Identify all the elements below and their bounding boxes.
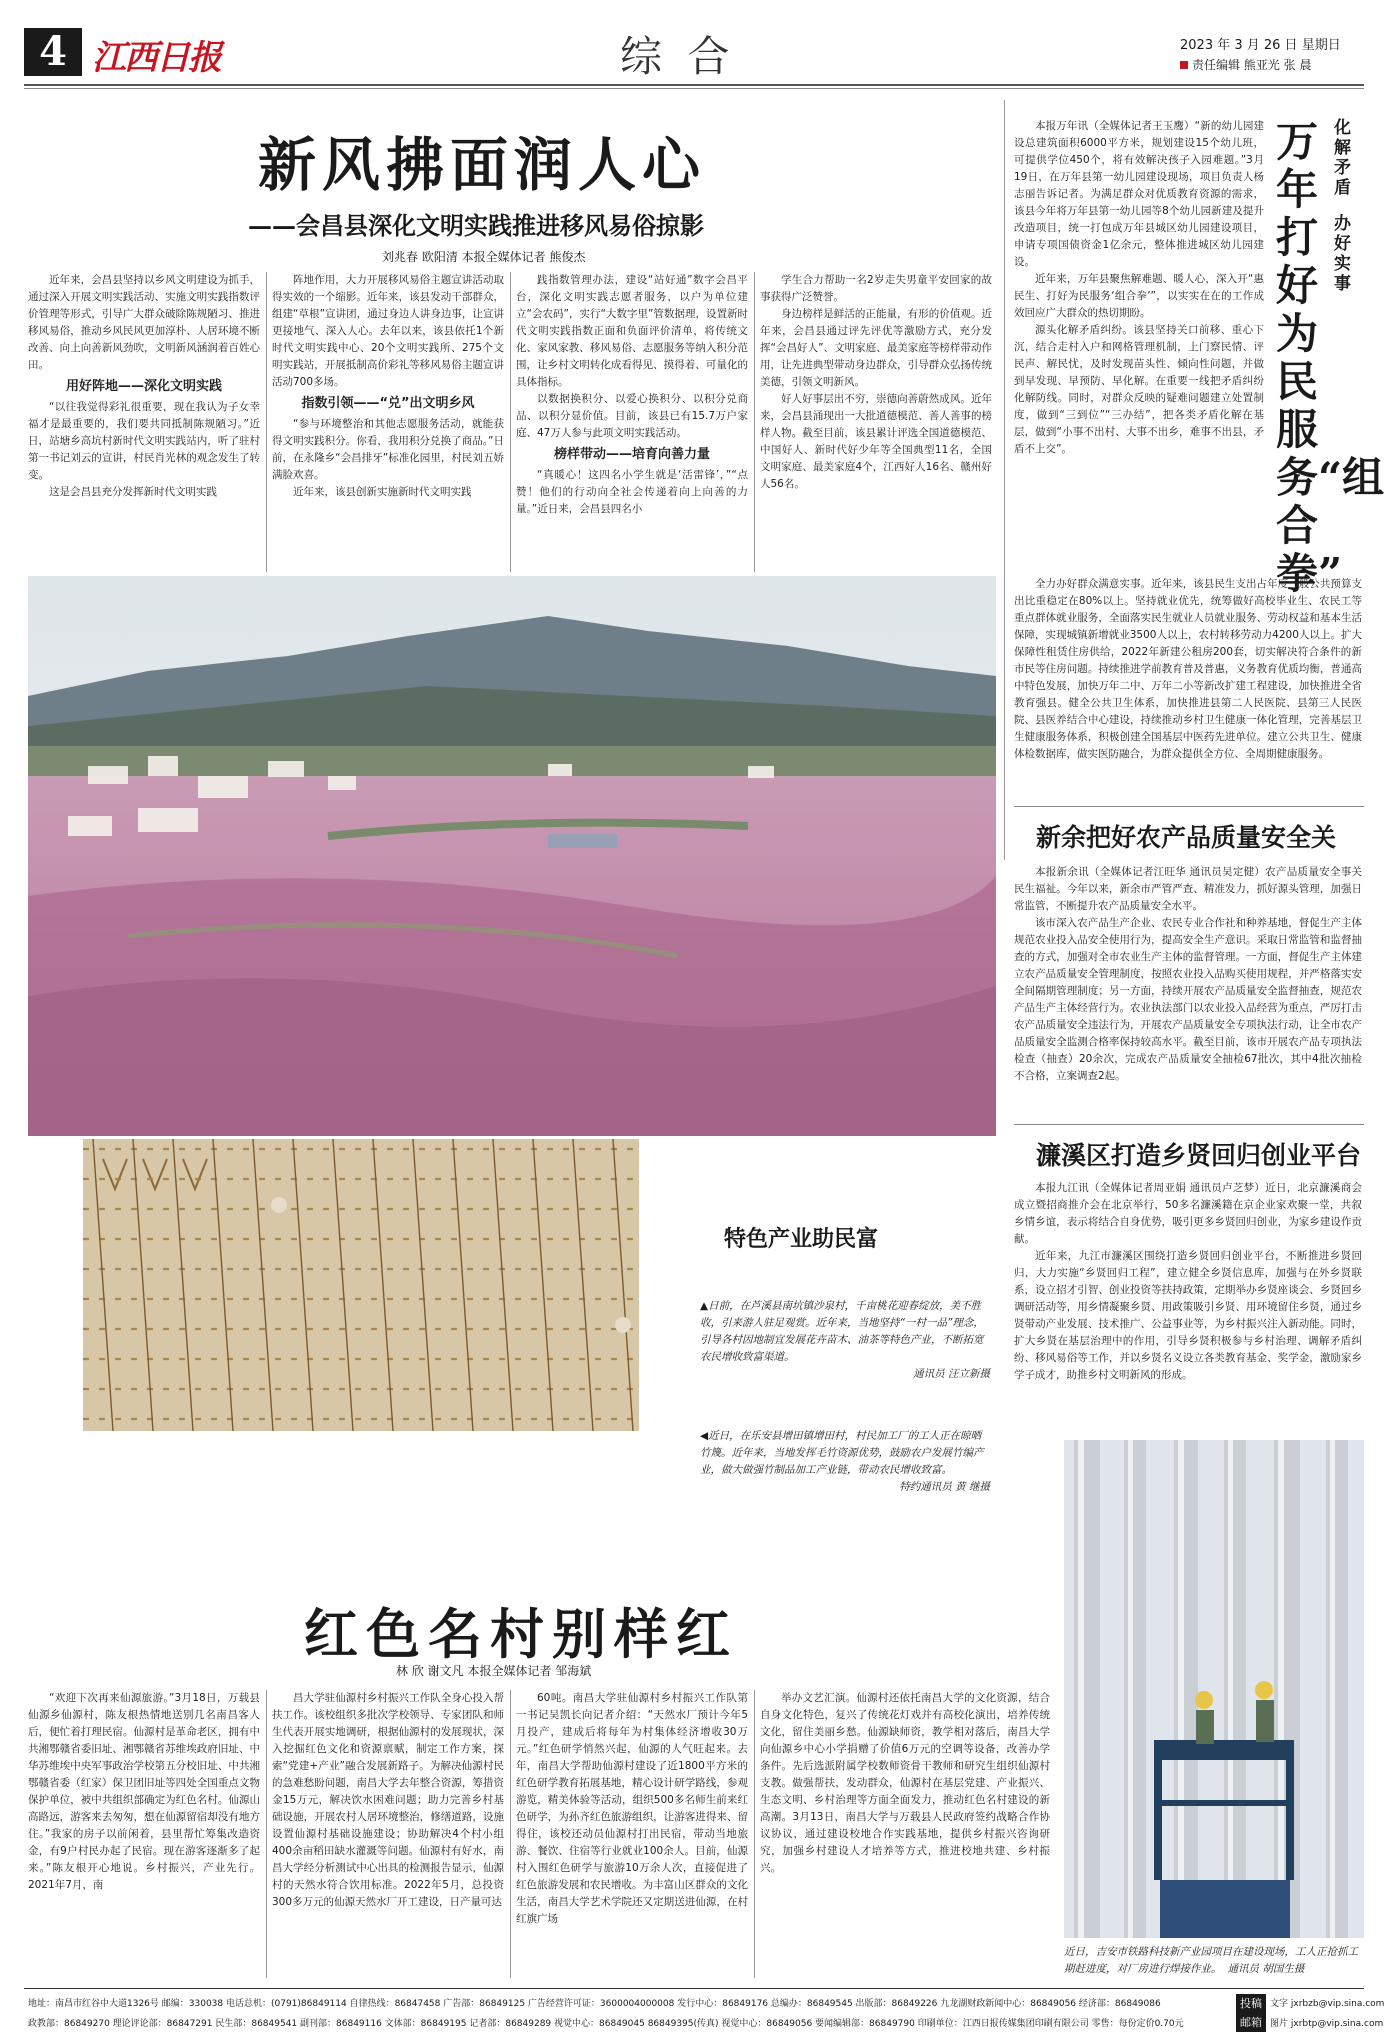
- page-number: 4: [39, 28, 67, 75]
- peach-blossom-photo: [28, 576, 996, 1136]
- article2-para: 本报万年讯（全媒体记者王玉鹰）“新的幼儿园建设总建筑面积6000平方米，规划建设15个幼儿班，可提供学位450个，将有效解决孩子入园难题。”3月19日，在万年县第一幼儿园建设现场，项目负责人杨志丽告诉记者。为满足群众对优质教育资源的需求，该县今年将万年县第一幼儿园等8个幼儿园新建及提升改造项目，统一打包成万年县城区幼儿园建设项目，申请专项国债资金1亿余元，整体推进城区幼儿园建设。: [1014, 120, 1264, 268]
- footer-contact-line-1: 地址：南昌市红谷中大道1326号 邮编：330038 电话总机：(0791)86849114 自律热线：86847458 广告部：86849125 广告经营许可证：3600004000008 发行中心：86849176 总编办：86849545 出版部：86849226 九龙湖财政新闻中心：86849056 经济部：86849086: [28, 1999, 1161, 2009]
- issue-date: 2023 年 3 月 26 日 星期日: [1180, 38, 1341, 53]
- photo-caption-2-text: ◀近日，在乐安县增田镇增田村，村民加工厂的工人正在晾晒竹篾。近年来，当地发挥毛竹资源优势，鼓励农户发展竹编产业，做大做强竹制品加工产业链，带动农民增收致富。: [700, 1430, 984, 1476]
- bamboo-illustration: [83, 1139, 639, 1431]
- article1-para: 阵地作用，大力开展移风易俗主题宣讲活动取得实效的一个缩影。近年来，该县发动干部群众，组建“草根”宣讲团，通过身边人讲身边事，让宣讲更接地气、深入人心。去年以来，该县依托1个新时代文明实践中心、20个文明实践所、275个文明实践站，开展抵制高价彩礼等移风易俗主题宣讲活动700多场。: [272, 274, 504, 388]
- photo-credit-2: 特约通讯员 黄 继摄: [899, 1481, 990, 1493]
- right-photo-credit: 通讯员 胡国生摄: [1227, 1963, 1305, 1975]
- article1-column-2: [272, 272, 504, 501]
- photo-caption-1: [700, 1298, 990, 1383]
- right-photo-caption-text: 近日，吉安市铁路科技新产业园项目在建设现场，工人正抢抓工期赶进度，对厂房进行焊接作业。: [1064, 1946, 1358, 1975]
- article5-column-2: [272, 1690, 504, 1978]
- article5-column-1: [28, 1690, 260, 1978]
- section-divider: [1004, 100, 1005, 860]
- article1-para: 这是会昌县充分发挥新时代文明实践: [49, 486, 217, 498]
- article2-kicker-b: [1334, 214, 1356, 294]
- article1-para: 近年来，该县创新实施新时代文明实践: [293, 486, 472, 498]
- section-title: 综 合: [620, 32, 736, 81]
- peach-blossom-illustration: [28, 576, 996, 1136]
- submission-email-photo-link[interactable]: 图片 jxrbtp@vip.sina.com: [1270, 2019, 1384, 2029]
- photo-feature-title: 特色产业助民富: [724, 1226, 879, 1252]
- article1-para: 好人好事层出不穷，崇德向善蔚然成风。近年来，会昌县涌现出一大批道德模范、善人善事的榜样人物。截至目前，该县累计评选全国道德模范、中国好人、新时代好少年等全国典型11名，全国文明家庭、最美家庭4个，江西好人16名、赣州好人56名。: [760, 393, 992, 490]
- right-photo-caption: [1064, 1944, 1364, 1978]
- article1-para: “参与环境整治和其他志愿服务活动，就能获得文明实践积分。你看，我用积分兑换了商品。”日前，在永隆乡“会昌排牙”标准化园里，村民刘五娇满脸欢喜。: [272, 418, 504, 481]
- column-rule: [266, 272, 267, 572]
- photo-caption-2: [700, 1428, 990, 1496]
- article3-body: [1014, 864, 1362, 1085]
- article5-para: 举办文艺汇演。仙源村还依托南昌大学的文化资源，结合自身文化特色，复兴了传统花灯戏并有高校化演出，培养传统文化，留住美丽乡愁。仙源缺师资，教学相对落后，南昌大学向仙源乡中心小学捐赠了价值6万元的空调等设备，改善办学条件。先后选派附属学校数师资骨干教师和研究生组织仙源村支教。做强帮扶，发动群众，仙源村在基层党建、产业振兴、生态文明、乡村治理等方面全面发力，推动红色名村建设的新高潮。3月13日，南昌大学与万载县人民政府签约战略合作协议协议，通过建设校地合作实践基地，提供乡村振兴咨询研究，加强乡村建设人才培养等方式，推进校地共建、乡村振兴。: [760, 1692, 1050, 1874]
- article2-para: 近年来，万年县聚焦解难题、暖人心，深入开“惠民生、打好为民服务‘组合拳’”，以实实在在的工作成效回应广大群众的热切期盼。: [1014, 273, 1264, 319]
- article1-para: 践指数管理办法，建设“站好通”数字会昌平台，深化文明实践志愿者服务，以户为单位建立“会农码”，实行“大数字里”管数据理，设置新时代文明实践指数正面和负面评价清单，将传统文化、家风家教、移风易俗、志愿服务等纳入积分范围，让乡村文明转化成看得见、摸得着、可量化的具体指标。: [516, 274, 748, 388]
- article1-column-3: [516, 272, 748, 518]
- photo-caption-1-text: ▲日前，在芦溪县南坑镇沙泉村，千亩桃花迎春绽放，美不胜收，引来游人驻足观赏。近年来，当地坚持“一村一品”理念，引导各村因地制宜发展花卉苗木、油茶等特色产业，不断拓宽农民增收致富渠道。: [700, 1300, 984, 1363]
- column-rule: [510, 272, 511, 572]
- article1-column-1: [28, 272, 260, 501]
- masthead-rule-thin: [24, 88, 1364, 89]
- article4-para: 本报九江讯（全媒体记者周亚娟 通讯员卢芝梦）近日，北京濂溪商会成立暨招商推介会在北京举行，50多名濂溪籍在京企业家欢聚一堂，共叙乡情乡谊，表示将结合自身优势，吸引更多乡贤回归创业，为家乡建设作贡献。: [1014, 1182, 1362, 1245]
- submission-email-photo[interactable]: [1270, 2016, 1384, 2029]
- page-number-box: [24, 28, 82, 76]
- submission-email-text[interactable]: [1270, 1996, 1384, 2009]
- article1-para: “真暖心！这四名小学生就是‘活雷锋’，”“点赞！他们的行动向全社会传递着向上向善的力量。”近日来，会昌县四名小: [516, 469, 748, 515]
- welding-illustration: [1064, 1440, 1364, 1938]
- submission-label-2: 邮箱: [1240, 2016, 1262, 2029]
- article5-para: 昌大学驻仙源村乡村振兴工作队全身心投入帮扶工作。该校组织多批次学校领导、专家团队和师生代表开展实地调研，根据仙源村的发展现状，深入挖掘红色文化和资源禀赋，制定工作方案，探索“党建+产业”融合发展新路子。为解决仙源村民的急难愁盼问题，南昌大学去年整合资源，筹措资金15万元，解决饮水困难问题；助力完善乡村基础设施，开展农村人居环境整治，修缮道路，设施设置仙源村基础设施建设；协助解决4个村小组400余亩稻田缺水灌溉等问题。仙源村有好水，南昌大学经分析测试中心出具的检测报告显示，仙源村的天然水符合饮用标准。2022年5月，总投资300多万元的仙源天然水厂开工建设，日产量可达: [272, 1692, 504, 1908]
- editor-names: 责任编辑 熊亚光 张 晨: [1192, 58, 1312, 72]
- submission-label-1: 投稿: [1240, 1997, 1262, 2010]
- masthead-rule: [24, 84, 1364, 86]
- article1-subhead-2: 指数引领——“兑”出文明乡风: [301, 396, 475, 411]
- article4-title: 濂溪区打造乡贤回归创业平台: [1036, 1141, 1362, 1170]
- column-rule: [266, 1690, 267, 1978]
- article4-body: [1014, 1180, 1362, 1384]
- article5-para: “欢迎下次再来仙源旅游。”3月18日，万载县仙源乡仙源村，陈友根热情地送别几名南昌客人后，便忙着打理民宿。仙源村是革命老区，拥有中共湘鄂赣省委旧址、湘鄂赣省苏维埃政府旧址、中华苏维埃中央军事政治学校第五分校旧址、中共湘鄂赣省委（红家）保卫团旧址等四处全国重点文物保护单位，被中共组织部确定为红色名村。仙源山高路远，游客来去匆匆，想在仙源留宿却没有地方住。”我家的房子以前闲着，县里帮忙筹集改造资金，有9户村民办起了民宿。现在游客逐渐多了起来。”陈友根开心地说。乡村振兴，产业先行。2021年7月，南: [28, 1692, 260, 1891]
- article4-para: 近年来，九江市濂溪区围绕打造乡贤回归创业平台，不断推进乡贤回归，大力实施“乡贤回归工程”，建立健全乡贤信息库，加强与在外乡贤联系，设立招才引智、创业投资等扶持政策，定期举办乡贤座谈会、乡贤回乡调研活动等，用乡情凝聚乡贤、用政策吸引乡贤、用环境留住乡贤，通过乡贤带动产业发展、技术推广、公益事业等，为乡村振兴注入新动能。同时，扩大乡贤在基层治理中的作用，引导乡贤积极参与乡村治理、调解矛盾纠纷、移风易俗等工作，并以乡贤名义设立各类教育基金、奖学金，激励家乡学子成才，助推乡村文明新风的形成。: [1014, 1250, 1362, 1381]
- article3-para: 本报新余讯（全媒体记者江旺华 通讯员吴定健）农产品质量安全事关民生福祉。今年以来，新余市严管严查、精准发力，抓好源头管理，加强日常监管，不断提升农产品质量安全水平。: [1014, 866, 1362, 912]
- column-rule: [754, 272, 755, 572]
- article2-kicker: [1334, 118, 1356, 198]
- article5-column-3: [516, 1690, 748, 1978]
- article1-subhead-3: 榜样带动——培育向善力量: [553, 447, 710, 462]
- editors-line: [1180, 56, 1311, 73]
- article1-subtitle: ——会昌县深化文明实践推进移风易俗掠影: [248, 211, 704, 240]
- article1-subhead-1: 用好阵地——深化文明实践: [65, 379, 222, 394]
- article4-top-rule: [1014, 1124, 1364, 1125]
- article1-title: 新风拂面润人心: [258, 131, 707, 199]
- article5-column-4: [760, 1690, 1050, 1978]
- article5-title: 红色名村别样红: [304, 1602, 738, 1666]
- article1-column-4: [760, 272, 992, 493]
- article3-para: 该市深入农产品生产企业、农民专业合作社和种养基地，督促生产主体规范农业投入品安全使用行为，提高安全生产意识。采取日常监管和监督抽查的方式，加强对全市农业生产主体的监督管理。一方面，督促生产主体建立农产品质量安全管理制度，按照农业投入品购买使用规程，并严格落实安全间隔期管理制度；另一方面，持续开展农产品质量安全监督抽查，规范农产品生产主体经营行为。农业执法部门以农业投入品经营为重点，严厉打击农产品质量安全违法行为，开展农产品质量安全专项执法行动，让全市农产品质量安全监测合格率保持较高水平。截至目前，该市开展农产品专项执法检查（抽查）20余次，完成农产品质量安全抽检67批次，其中4批次抽检不合格，立案调查2起。: [1014, 917, 1362, 1082]
- welding-workers-photo: [1064, 1440, 1364, 1938]
- article2-title: 万年打好为民服务“组合拳”: [1276, 117, 1384, 598]
- article2-column-top: [1014, 118, 1264, 458]
- article5-para: 60吨。南昌大学驻仙源村乡村振兴工作队第一书记吴凯长向记者介绍：“天然水厂预计今年5月投产，建成后将每年为村集体经济增收30万元。”红色研学悄然兴起，仙源的人气旺起来。去年，南昌大学帮助仙源村建设了近1800平方米的红色研学教育拓展基地，精心设计研学路线，参观游览，精美体验等活动，组织500多名师生前来红色研学，为孙齐红色旅游组织，让游客进得来、留得住，该校还动员仙源村打出民宿，带动当地旅游、餐饮、住宿等行业就业100余人。目前，仙源村入围红色研学与旅游10万余人次，直接促进了红色旅游发展和农民增收。为丰富山区群众的文化生活，南昌大学艺术学院还又定期送进仙源，在村红旗广场: [516, 1692, 748, 1925]
- article1-byline: 刘兆春 欧阳清 本报全媒体记者 熊俊杰: [382, 250, 586, 264]
- column-rule: [754, 1690, 755, 1978]
- column-rule: [510, 1690, 511, 1978]
- article1-para: 学生合力帮助一名2岁走失男童平安回家的故事获得广泛赞誉。: [760, 274, 992, 303]
- submission-email-text-link[interactable]: 文字 jxrbzb@vip.sina.com: [1270, 1999, 1384, 2009]
- article2-para: 源头化解矛盾纠纷。该县坚持关口前移、重心下沉，结合走村入户和网格管理机制，上门察民情、评民声、解民忧，及时发现苗头性、倾向性问题，并做到早发现、早预防、早化解。在重要一线把矛盾纠纷化解防线。同时，对群众反映的疑难问题建立处置制度，做到“三到位”“三办结”，把各类矛盾化解在基层，做到“小事不出村、大事不出乡，难事不出县，矛盾不上交”。: [1014, 324, 1264, 455]
- article1-para: “以往我觉得彩礼很重要，现在我认为子女幸福才是最重要的，我们要共同抵制陈规陋习。”近日，站塘乡高坑村新时代文明实践站内，听了驻村第一书记刘云的宣讲，村民肖光林的观念发生了转变。: [28, 401, 260, 481]
- article1-para: 身边榜样是鲜活的正能量，有形的价值观。近年来，会昌县通过评先评优等激励方式，充分发挥“会昌好人”、文明家庭、最美家庭等榜样带动作用，让先进典型带动身边群众，引导群众弘扬传统美德，引领文明新风。: [760, 308, 992, 388]
- article5-byline: 林 欣 谢文凡 本报全媒体记者 邹海斌: [396, 1664, 592, 1678]
- article1-para: 以数据换积分、以爱心换积分、以积分兑商品、以积分显价值。目前，该县已有15.7万户家庭、47万人参与此项文明实践活动。: [516, 393, 748, 439]
- article3-title: 新余把好农产品质量安全关: [1036, 823, 1337, 852]
- editor-marker: [1180, 61, 1188, 69]
- photo-credit-1: 通讯员 汪立新摄: [913, 1368, 990, 1380]
- article1-para: 近年来，会昌县坚持以乡风文明建设为抓手，通过深入开展文明实践活动、实施文明实践指数评价管理等形式，引导广大群众破除陈规陋习、推进移风易俗，推动乡风民风更加淳朴、人居环境不断改善、向上向善新风劲吹，文明新风涵润着百姓心田。: [28, 274, 260, 371]
- submission-box: [1236, 1994, 1266, 2032]
- newspaper-logo: 江西日报: [92, 38, 220, 78]
- footer-contact-line-2: 政教部：86849270 理论评论部：86847291 民生部：86849541 副刊部：86849116 文体部：86849195 记者部：86849289 视觉中心：86849045 86849395(传真) 视觉中心：86849056 要闻编辑部：86849790 印刷单位：江西日报传媒集团印刷有限公司 零售：每份定价0.70元: [28, 2019, 1184, 2029]
- bamboo-drying-photo: [80, 1136, 642, 1434]
- article2-kicker-1: 化解矛盾: [1334, 118, 1351, 198]
- article2-kicker-2: 办好实事: [1334, 214, 1351, 294]
- article3-top-rule: [1014, 806, 1364, 807]
- article2-para: 全力办好群众满意实事。近年来，该县民生支出占年度一般公共预算支出比重稳定在80%以上。坚持就业优先，统筹做好高校毕业生、农民工等重点群体就业服务，全面落实民生就业人员就业服务、劳动权益和基本生活保障，实现城镇新增就业3500人以上，农村转移劳动力4200人以上。扩大保障性租赁住房供给，2022年新建公租房200套，切实解决符合条件的新市民等住房问题。持续推进学前教育普及普惠，义务教育优质均衡，普通高中特色发展，加快万年二中、万年二小等新改扩建工程建设，加快推进全省教育强县。健全公共卫生体系，加快推进县第二人民医院、县第三人民医院、县医养结合中心建设，持续推动乡村卫生健康一体化管理，完善基层卫生健康服务体系，积极创建全国基层中医药先进单位。建立公共卫生、健康体检数据库，做实医防融合，为群众提供全方位、全周期健康服务。: [1014, 578, 1362, 760]
- footer-rule: [24, 1988, 1364, 1989]
